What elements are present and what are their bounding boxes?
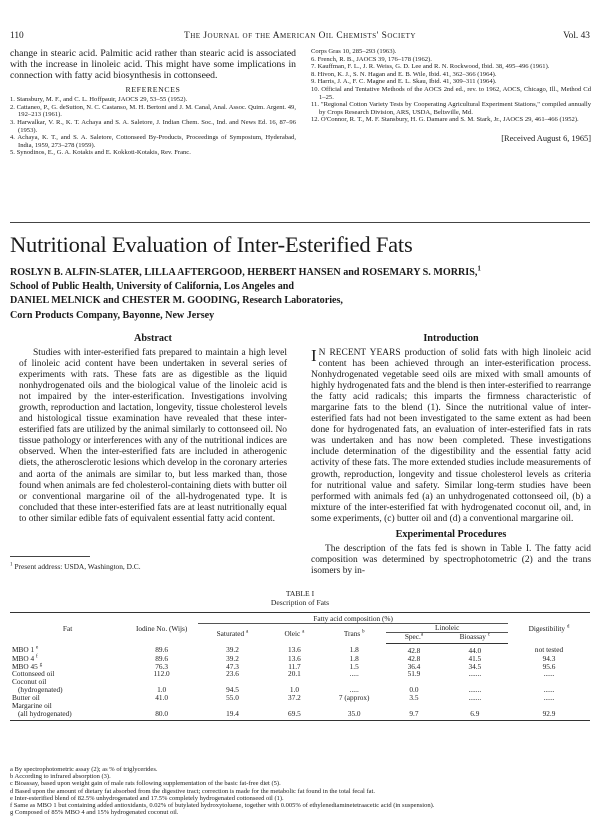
cell-oleic: 13.6: [288, 645, 301, 655]
reference-item: 5. Synodinos, E., G. A. Kotakis and E. Kokkoti-Kotakis, Rev. Franc.: [10, 149, 191, 157]
author-block: [10, 266, 590, 323]
cell-iodine: 76.3: [155, 661, 169, 671]
experimental-text: The description of the fats fed is shown in Table I. The fatty acid composition was determined by spectrophotometric (2) and the trans isomers by in-: [311, 543, 591, 576]
table-note: b According to infrared absorption (3).: [10, 773, 111, 781]
fats-table: [10, 612, 590, 721]
table-note: f Same as MBO 1 but containing added antioxidants, 0.02% of butylated hydroxytoluene, together with 0.005% of ethylenediaminetetraacetic acid (in suspension).: [10, 802, 435, 810]
row-footnote-mark: e: [35, 645, 39, 652]
table-notes: [10, 766, 590, 816]
cell-bioassay: 41.5: [468, 653, 482, 663]
cell-oleic: 69.5: [267, 710, 322, 720]
col-header-linoleic: Linoleic: [386, 623, 508, 632]
cell-saturated: 39.2: [226, 653, 239, 663]
table-row: [10, 710, 590, 720]
cell-digest: 94.3: [542, 653, 556, 663]
cell-fat: (hydrogenated): [18, 685, 63, 695]
table-note: a By spectrophotometric assay (2); as % of triglycerides.: [10, 766, 158, 773]
prev-article-tail: change in stearic acid. Palmitic acid rather than stearic acid is associated with the increase in linoleic acid. This might have some implications in connection with fatty acid biosynthesis in cottonseed.: [10, 48, 296, 82]
prev-article-right: [311, 48, 591, 143]
cell-bioassay: .......: [468, 685, 482, 695]
col-header-digestibility: Digestibility $^d$: [508, 613, 590, 644]
table-title: Description of Fats: [270, 598, 330, 608]
authors-line-1: ROSLYN B. ALFIN-SLATER, LILLA AFTERGOOD, HERBERT HANSEN and ROSEMARY S. MORRIS,$^1$: [10, 264, 481, 278]
volume-label: Vol. 43: [563, 31, 590, 41]
section-divider: [10, 222, 590, 223]
cell-digest: ......: [543, 693, 555, 703]
cell-saturated: 47.3: [226, 661, 239, 671]
cell-saturated: 39.2: [226, 645, 239, 655]
table-note: d Based upon the amount of dietary fat absorbed from the digestive tract; correction is made for the metabolic fat found in the total fecal fat.: [10, 787, 375, 795]
cell-trans: 1.5: [349, 661, 359, 671]
cell-oleic: 37.2: [288, 693, 301, 703]
cell-spec: 42.8: [407, 645, 421, 655]
table-note: g Composed of 85% MBO 4 and 15% hydrogenated coconut oil.: [10, 809, 179, 817]
affiliation-1: School of Public Health, University of California, Los Angeles and: [10, 281, 295, 293]
abstract-section: [10, 333, 296, 525]
cell-digest: 95.6: [542, 661, 556, 671]
cell-spec: 9.7: [386, 710, 441, 720]
authors-line-2: DANIEL MELNICK and CHESTER M. GOODING, Research Laboratories,: [10, 295, 343, 307]
col-header-iodine: Iodine No. (Wijs): [125, 613, 198, 644]
reference-item: 11. "Regional Cotton Variety Tests by Cooperating Agricultural Experiment Stations," compiled annually by Crops Research Division, ARS, USDA, Beltsville, Md.: [311, 101, 591, 116]
cell-oleic: 20.1: [288, 669, 301, 679]
cell-bioassay: .......: [468, 669, 482, 679]
cell-bioassay: 6.9: [442, 710, 508, 720]
footnote: $^1$ Present address: USDA, Washington, D.C.: [10, 561, 141, 571]
reference-item: Corps Gras 10, 285–293 (1963).: [311, 48, 397, 55]
cell-digest: not tested: [534, 645, 564, 655]
reference-item: 8. Hivon, K. J., S. N. Hagan and E. B. Wile, Ibid. 41, 362–366 (1964).: [311, 70, 497, 78]
table-row: [10, 670, 590, 678]
cell-trans: .....: [349, 685, 359, 695]
table-note: e Inter-esterified blend of 82.5% unhydrogenated and 17.5% completely hydrogenated cottonseed oil (1).: [10, 794, 284, 802]
cell-trans: 35.0: [322, 710, 386, 720]
cell-trans: .....: [349, 669, 359, 679]
reference-item: 10. Official and Tentative Methods of the AOCS 2nd ed., rev. to 1962, AOCS, Chicago, Ill., Method Cd 1–25.: [311, 85, 591, 101]
cell-iodine: 112.0: [153, 669, 170, 679]
reference-item: 4. Achaya, K. T., and S. A. Saletore, Cottonseed By-Products, Proceedings of Symposium, Hyderabad, India, 1959, 273–278 (1959).: [10, 134, 296, 149]
reference-item: 7. Kauffman, F. L., J. R. Weiss, G. D. Lee and R. N. Rockwood, Ibid. 38, 495–496 (1961).: [311, 63, 550, 71]
reference-item: 2. Cattaneo, P., G. deSutton, N. C. Castanso, M. H. Bertoni and J. M. Canal, Anal. Assoc. Quim. Argent. 49, 192–213 (1961).: [10, 103, 296, 119]
cell-fat: Coconut oil: [12, 677, 47, 687]
cell-spec: 42.8: [407, 653, 421, 663]
introduction-section: [311, 333, 591, 577]
cell-trans: 7 (approx): [338, 693, 370, 703]
references-heading: REFERENCES: [125, 85, 181, 95]
cell-spec: 51.9: [407, 669, 421, 679]
col-header-trans: Trans $^b$: [343, 628, 365, 638]
cell-bioassay: .......: [468, 693, 482, 703]
affiliation-2: Corn Products Company, Bayonne, New Jersey: [10, 309, 215, 321]
article-title: Nutritional Evaluation of Inter-Esterified Fats: [10, 232, 413, 257]
drop-cap: I: [311, 346, 317, 365]
col-header-composition: Fatty acid composition (%): [198, 613, 508, 624]
cell-bioassay: 34.5: [468, 661, 482, 671]
cell-iodine: 1.0: [157, 685, 167, 695]
col-header-spec: Spec.$^a$: [386, 632, 441, 643]
table-row: [10, 678, 590, 686]
reference-item: 6. French, R. B., JAOCS 39, 176–178 (1962).: [311, 55, 432, 63]
col-header-oleic: Oleic $^a$: [284, 628, 305, 638]
reference-item: 9. Harris, J. A., F. C. Magne and E. L. Skau, Ibid. 41, 309–311 (1964).: [311, 78, 497, 86]
references-list-right: [311, 48, 591, 124]
row-footnote-mark: g: [39, 661, 43, 668]
table-label: TABLE I: [285, 589, 315, 598]
cell-oleic: 1.0: [289, 685, 299, 695]
cell-digest: ......: [543, 685, 555, 695]
cell-saturated: 19.4: [198, 710, 267, 720]
cell-fat: (all hydrogenated): [10, 710, 125, 720]
received-date: [Received August 6, 1965]: [501, 133, 591, 143]
cell-trans: 1.8: [349, 645, 359, 655]
cell-fat: MBO 45 $^g$: [12, 661, 43, 671]
cell-saturated: 55.0: [226, 693, 239, 703]
table-row: [10, 643, 590, 654]
cell-iodine: 41.0: [155, 693, 169, 703]
reference-item: 3. Harwalkar, V. R., K. T. Achaya and S. A. Saletore, J. Indian Chem. Soc., Ind. and News Ed. 16, 87–96 (1953).: [10, 119, 296, 134]
cell-saturated: 94.5: [226, 685, 239, 695]
cell-spec: 36.4: [407, 661, 421, 671]
prev-article-left: [10, 48, 296, 157]
cell-fat: Margarine oil: [12, 701, 52, 711]
cell-iodine: 80.0: [125, 710, 198, 720]
table-note: c Bioassay, based upon weight gain of male rats following supplementation of the basic fat-free diet (5).: [10, 780, 281, 788]
cell-bioassay: 44.0: [468, 645, 482, 655]
abstract-heading: Abstract: [134, 333, 172, 344]
running-header: [10, 31, 590, 43]
cell-fat: MBO 1 $^e$: [12, 645, 39, 655]
footnote-rule: [10, 556, 90, 557]
cell-oleic: 11.7: [288, 661, 301, 671]
cell-fat: Butter oil: [12, 693, 40, 703]
cell-iodine: 89.6: [155, 653, 169, 663]
experimental-heading: Experimental Procedures: [395, 528, 507, 540]
author-footnote-mark: 1: [477, 264, 481, 273]
page-number: 110: [10, 31, 24, 41]
cell-fat: Cottonseed oil: [12, 669, 55, 679]
reference-item: 1. Stansbury, M. F., and C. L. Hoffpauir, JAOCS 29, 53–55 (1952).: [10, 96, 188, 104]
cell-saturated: 23.6: [226, 669, 239, 679]
references-list-left: [10, 96, 296, 157]
cell-spec: 0.0: [409, 685, 419, 695]
journal-title: The Journal of the American Oil Chemists' Society: [183, 31, 416, 41]
reference-item: 12. O'Connor, R. T., M. F. Stansbury, H. G. Damare and S. M. Stark, Jr., JAOCS 29, 461–466 (1952).: [311, 116, 579, 124]
cell-trans: 1.8: [349, 653, 359, 663]
cell-spec: 3.5: [409, 693, 419, 703]
cell-digest: 92.9: [508, 710, 590, 720]
cell-iodine: 89.6: [155, 645, 169, 655]
introduction-heading: Introduction: [423, 333, 479, 344]
cell-fat: MBO 4 $^f$: [12, 653, 38, 663]
col-header-bioassay: Bioassay $^c$: [442, 632, 508, 643]
abstract-text: Studies with inter-esterified fats prepared to maintain a high level of linoleic acid content have been undertaken in several series of experiments with rats. These fats are as digestible as the liquid nonhydrogenated oils and the biological value of the linoleic acid is not impaired by the inter-esterification. Investigations involving growth, reproduction and lactation, longevity, tissue cholesterol levels and histological tissue examination have revealed that these inter-esterified fats are utilized by the animal similarly to cottonseed oil. No tissue pathology or interferences with any of the nutritional indices are observed. When the inter-esterified fats are included in atherogenic diets, the atherosclerotic lesions which develop in the coronary arteries and aorta of the animals are similar to, but less marked than, those found when animals are fed cholesterol-containing diets with butter oil or conventional margarine oil of the all-hydrogenated type. It is concluded that these inter-esterified fats are at least nutritionally equal to other similar edible fats of equivalent essential fatty acid content.: [19, 348, 287, 524]
table-row: [10, 694, 590, 702]
cell-digest: ......: [543, 669, 555, 679]
introduction-text: I N RECENT YEARS production of solid fats with high linoleic acid content has been achieved through an inter-esterification process. Nonhydrogenated vegetable seed oils are mixed with small amounts of highly hydrogenated fats and the blend is then inter-esterified to rearrange the fatty acid radicals; this imparts the firmness characteristic of margarine fats to the blend (1). Since the nutritional value of inter-esterified fats had not been investigated to the same extent as had been done for hydrogenated fats, an evaluation of inter-esterified fats in rats was undertaken and has now been completed. These investigations include determination of the digestibility and the essential fatty acid activity of these fats. The more extended studies include measurements of growth, reproduction, longevity and tissue cholesterol levels as criteria for nutritional value and safety. Similar long-term studies have been performed with animals fed (a) an unhydrogenated cottonseed oil, (b) a mixture of the inter-esterified fat with hydrogenated coconut oil, and, in some experiments, (c) butter oil and (d) a conventional margarine oil.: [311, 346, 591, 524]
cell-oleic: 13.6: [288, 653, 301, 663]
row-footnote-mark: f: [35, 653, 38, 660]
col-header-fat: Fat: [10, 613, 125, 644]
table-caption: [10, 589, 590, 608]
col-header-saturated: Saturated $^a$: [216, 628, 249, 638]
